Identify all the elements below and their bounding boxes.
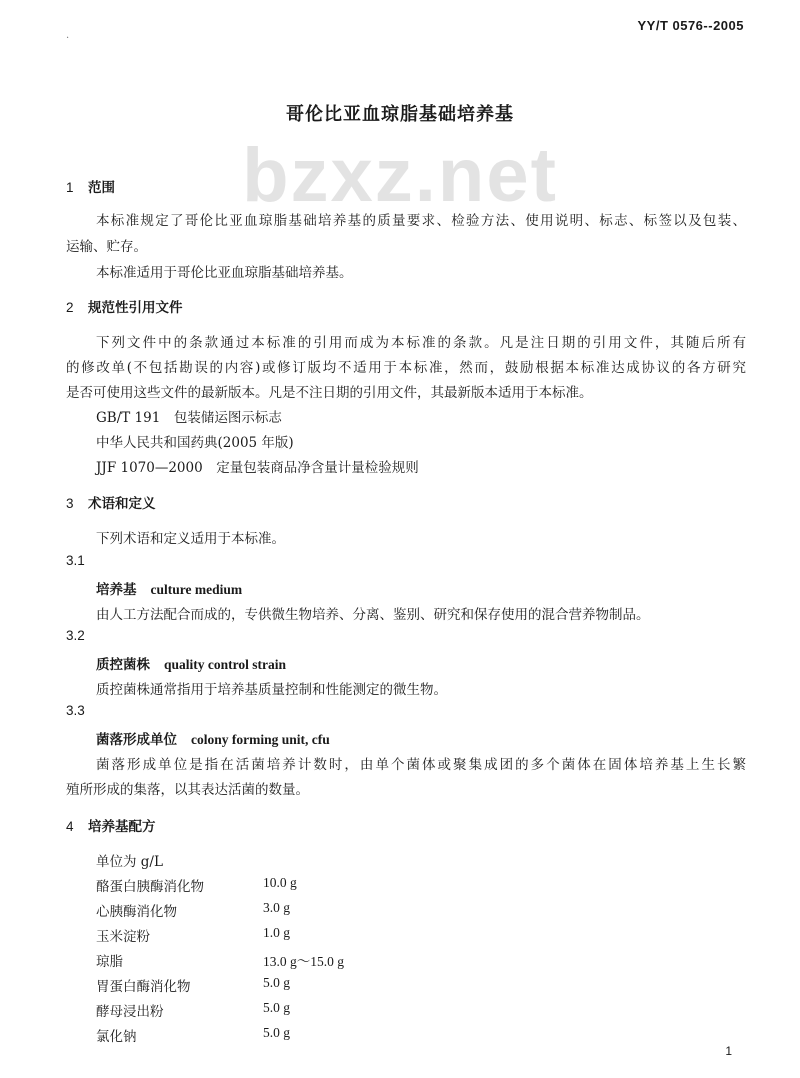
section-number: 4 bbox=[66, 819, 74, 834]
corner-mark: . bbox=[66, 30, 70, 41]
term-heading bbox=[96, 578, 242, 598]
document-title: 哥伦比亚血琼脂基础培养基 bbox=[286, 104, 514, 125]
term-heading bbox=[96, 653, 286, 673]
reference-item: JJF 1070—2000 定量包装商品净含量计量检验规则 bbox=[96, 460, 419, 476]
term-cn: 菌落形成单位 bbox=[96, 732, 177, 748]
term-number: 3.2 bbox=[66, 628, 85, 643]
ingredient-value: 10.0 g bbox=[263, 875, 297, 890]
ingredient-value: 5.0 g bbox=[263, 1000, 290, 1015]
ingredient-value: 3.0 g bbox=[263, 900, 290, 915]
term-number: 3.1 bbox=[66, 553, 85, 568]
term-en: colony forming unit, cfu bbox=[191, 732, 330, 747]
section-title: 培养基配方 bbox=[88, 819, 156, 835]
section-number: 3 bbox=[66, 496, 74, 511]
term-definition: 菌落形成单位是指在活菌培养计数时，由单个菌体或聚集成团的多个菌体在固体培养基上生长繁 bbox=[96, 757, 746, 773]
paragraph-line: 是否可使用这些文件的最新版本。凡是不注日期的引用文件，其最新版本适用于本标准。 bbox=[66, 385, 593, 401]
term-en: culture medium bbox=[150, 582, 243, 597]
ingredient-name: 酵母浸出粉 bbox=[96, 1004, 164, 1020]
section-number: 1 bbox=[66, 180, 74, 195]
reference-item: 中华人民共和国药典(2005 年版) bbox=[96, 435, 294, 451]
paragraph-line: 运输、贮存。 bbox=[66, 239, 147, 255]
paragraph-line: 本标准适用于哥伦比亚血琼脂基础培养基。 bbox=[96, 265, 353, 281]
term-cn: 质控菌株 bbox=[96, 657, 150, 673]
section-title: 术语和定义 bbox=[88, 496, 156, 512]
section-number: 2 bbox=[66, 300, 74, 315]
page-number: 1 bbox=[725, 1044, 732, 1058]
ingredient-name: 心胰酶消化物 bbox=[96, 904, 177, 920]
ingredient-name: 玉米淀粉 bbox=[96, 929, 150, 945]
section-heading-4 bbox=[66, 815, 156, 835]
paragraph-line: 本标准规定了哥伦比亚血琼脂基础培养基的质量要求、检验方法、使用说明、标志、标签以及包装、 bbox=[96, 213, 746, 229]
section-title: 范围 bbox=[88, 180, 115, 196]
standard-code: YY/T 0576--2005 bbox=[637, 18, 744, 33]
ingredient-value: 5.0 g bbox=[263, 975, 290, 990]
section-heading-2 bbox=[66, 296, 183, 316]
ingredient-value: 13.0 g～15.0 g bbox=[263, 954, 344, 969]
section-heading-3 bbox=[66, 492, 156, 512]
ingredient-value: 1.0 g bbox=[263, 925, 290, 940]
ingredient-name: 酪蛋白胰酶消化物 bbox=[96, 879, 204, 895]
term-definition: 殖所形成的集落，以其表达活菌的数量。 bbox=[66, 782, 309, 798]
term-cn: 培养基 bbox=[96, 582, 137, 598]
term-definition: 质控菌株通常指用于培养基质量控制和性能测定的微生物。 bbox=[96, 682, 447, 698]
ingredient-name: 胃蛋白酶消化物 bbox=[96, 979, 191, 995]
section-heading-1 bbox=[66, 176, 115, 196]
section-title: 规范性引用文件 bbox=[88, 300, 183, 316]
paragraph-line: 下列术语和定义适用于本标准。 bbox=[96, 531, 285, 547]
watermark: bzxz.net bbox=[242, 133, 558, 218]
term-definition: 由人工方法配合而成的，专供微生物培养、分离、鉴别、研究和保存使用的混合营养物制品。 bbox=[96, 607, 650, 623]
term-heading bbox=[96, 728, 330, 748]
term-en: quality control strain bbox=[164, 657, 287, 672]
ingredient-name: 琼脂 bbox=[96, 954, 123, 970]
term-number: 3.3 bbox=[66, 703, 85, 718]
unit-label: 单位为 g/L bbox=[96, 854, 163, 870]
reference-item: GB/T 191 包装储运图示标志 bbox=[96, 410, 282, 426]
ingredient-value: 5.0 g bbox=[263, 1025, 290, 1040]
paragraph-line: 的修改单(不包括勘误的内容)或修订版均不适用于本标准，然而，鼓励根据本标准达成协议的各方研究 bbox=[66, 360, 746, 376]
paragraph-line: 下列文件中的条款通过本标准的引用而成为本标准的条款。凡是注日期的引用文件，其随后所有 bbox=[96, 335, 746, 351]
ingredient-name: 氯化钠 bbox=[96, 1029, 137, 1045]
